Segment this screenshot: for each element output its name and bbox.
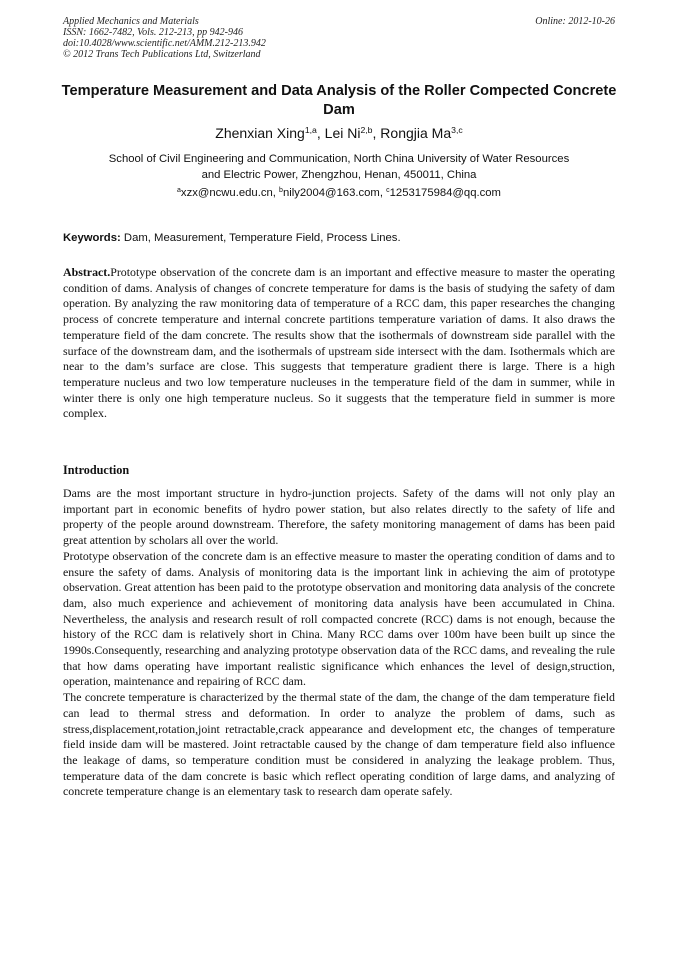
issn-line: ISSN: 1662-7482, Vols. 212-213, pp 942-946 [63,27,243,38]
keywords-label: Keywords: [63,232,121,244]
affiliation-line: and Electric Power, Zhengzhou, Henan, 450011, China [201,169,477,181]
publication-header [63,16,615,60]
keywords-text: Dam, Measurement, Temperature Field, Process Lines. [120,232,401,244]
copyright-line: © 2012 Trans Tech Publications Ltd, Switzerland [63,49,261,60]
paragraph: The concrete temperature is characterized by the thermal state of the dam, the change of the dam temperature field can lead to thermal stress and deformation. In order to analyze the problem of dams, such as stress,displacement,rotation,joint retractable,crack appearance and development etc, the changes of temperature field inside dam will be mastered. Joint retractable caused by the change of dam temperature field also influence the leakage of dams, so temperature condition must be considered in analyzing the leakage problem. Thus, temperature data of the dam concrete is basic which reflect operating condition of large dams, and analyzing of concrete temperature change is an elementary task to research dam operate safely. [63,690,615,799]
abstract-text: Prototype observation of the concrete dam is an important and effective measure to master the operating condition of dams. Analysis of changes of concrete temperature for dams is the basis of studying the safety of dam operation. By analyzing the raw monitoring data of temperature of a RCC dam, this paper researches the changing process of concrete temperature and internal concrete partitions temperature variation of dams. It also draws the temperature field of the dam concrete. The results show that the isothermals of downstream side parallel with the surface of the downstream dam, and the isothermals of upstream side intersect with the dam. Isothermals which are near to the dam’s surface are close. This suggests that temperature gradient there is large. There is a high temperature nucleus and two low temperature nucleuses in the temperature field of the dam in summer, while in winter there is only one high temperature nucleus. So it suggests that the temperature field in summer is more complex. [63,265,615,421]
author-name: Rongjia Ma [380,125,452,141]
email-separator: , [379,187,387,199]
author-affil-mark: 3,c [451,125,463,136]
paragraph: Prototype observation of the concrete dam is an effective measure to master the operating condition of dams and to ensure the safety of dams. Analysis of monitoring data is the important link in achieving the aim of prototype observation. Great attention has been paid to the prototype observation and monitoring data analysis of the concrete dam, also much experience and achievement of monitoring data analysis have been accumulated in China. Nevertheless, the analysis and research result of roll compacted concrete (RCC) dams is not enough, because the history of the RCC dam is relatively short in China. Many RCC dams over 100m have been built up since the 1990s.Consequently, researching and analyzing prototype observation data of the RCC dams, and revealing the rule that how dams operating have important realistic significance which enhances the level of design,struction, operation, maintenance and repairing of RCC dam. [63,548,615,689]
paper-title: Temperature Measurement and Data Analysis of the Roller Compected Concrete Dam [61,83,617,118]
email-list [60,185,618,201]
email-mark: c [386,187,390,195]
author-name: Lei Ni [324,125,361,141]
email-address[interactable]: xzx@ncwu.edu.cn [180,187,273,199]
keywords [63,230,615,246]
author-list [60,124,618,142]
email-mark: b [279,187,283,195]
author-name: Zhenxian Xing [215,125,305,141]
email-address[interactable]: nily2004@163.com [282,187,380,199]
affiliation [60,151,618,183]
online-date: Online: 2012-10-26 [535,16,615,27]
author-separator: , [316,125,325,141]
author-affil-mark: 2,b [360,125,373,136]
abstract-label: Abstract. [63,265,111,279]
paragraph: Dams are the most important structure in hydro-junction projects. Safety of the dams will not only play an important part in economic benefits of hydro power station, but also relates directly to the safety of life and property of the people around downstream. Therefore, the safety monitoring management of dams has been paid great attention by scholars all over the world. [63,486,615,548]
journal-name: Applied Mechanics and Materials [63,16,199,27]
email-separator: , [272,187,280,199]
abstract [63,265,615,422]
doi-line: doi:10.4028/www.scientific.net/AMM.212-213.942 [63,38,266,49]
author-affil-mark: 1,a [304,125,317,136]
introduction-body [63,486,615,800]
author-separator: , [372,125,381,141]
section-heading-introduction: Introduction [63,463,130,477]
affiliation-line: School of Civil Engineering and Communication, North China University of Water Resources [108,153,570,165]
email-mark: a [177,187,181,195]
email-address[interactable]: 1253175984@qq.com [389,187,501,199]
